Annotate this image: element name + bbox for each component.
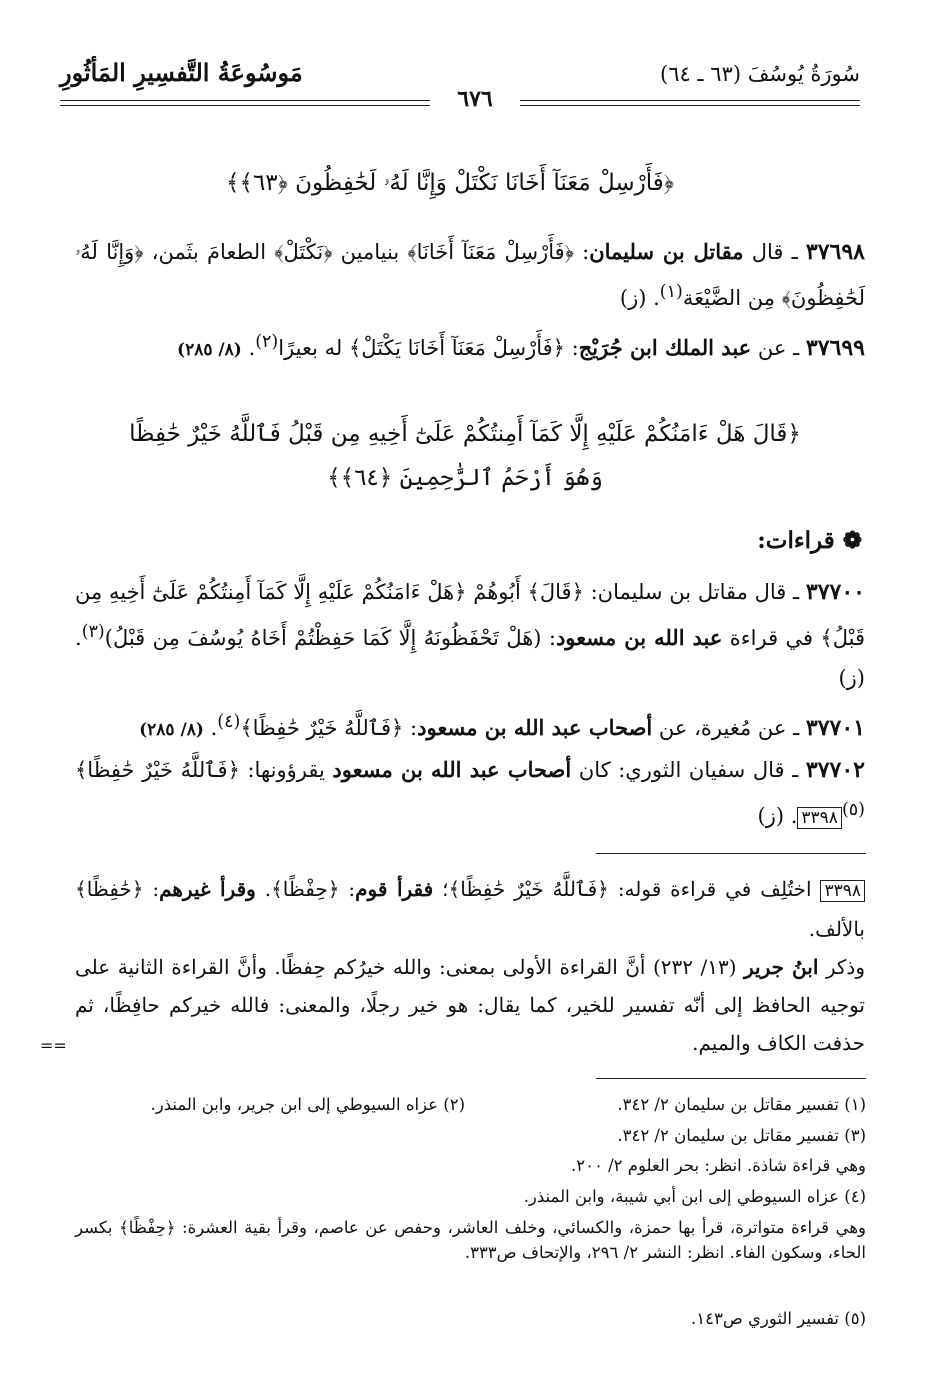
footnote-ref[interactable]: (٥): [841, 800, 865, 820]
narration-text: .: [241, 336, 256, 360]
book-title: مَوسُوعَةُ التَّفسِيرِ المَأثُورِ: [60, 58, 303, 87]
narration-text: : ﴿فَأَرْسِلْ مَعَنَآ أَخَانَا يَكْتَلْ﴾ له بعيرًا: [278, 336, 579, 360]
verse-63: ﴿فَأَرْسِلْ مَعَنَآ أَخَانَا نَكْتَلْ وَإِنَّا لَهُۥ لَحَٰفِظُونَ ﴿٦٣﴾﴾: [225, 170, 674, 196]
note-ref-box[interactable]: ٣٣٩٨: [797, 807, 842, 829]
footnote-ref[interactable]: (٤): [217, 712, 241, 732]
narration-text: ـ عن مُغيرة، عن: [652, 716, 806, 740]
volume-ref: (٨/ ٢٨٥): [139, 720, 204, 740]
note-number-box: ٣٣٩٨: [820, 880, 865, 902]
narration-text: يقرؤونها: ﴿فَٱللَّهُ خَيْرٌ حَٰفِظًا﴾: [75, 758, 333, 782]
narration-text: : ﴿فَٱللَّهُ خَيْرٌ حَٰفِظًا﴾: [240, 716, 418, 740]
note-separator: [596, 853, 866, 854]
narration-text: . (ز): [619, 286, 660, 310]
section-heading: ❁ قراءات:: [757, 527, 862, 554]
narration-number: ٣٧٧٠٢: [805, 757, 865, 783]
narrator-name: عبد الملك ابن جُرَيْج: [578, 335, 752, 360]
narration-text: ـ قال مقاتل بن سليمان: ﴿قَالَ﴾ أَبُوهُمْ ﴿هَلْ ءَامَنُكُمْ عَلَيْهِ إِلَّا كَمَآ أَمِنتُكُمْ عَلَىٰٓ أَخِيهِ مِن قَبْلُ﴾ في قراءة: [75, 580, 865, 650]
note-para-2: [75, 948, 865, 1062]
footnote-1: (١) تفسير مقاتل بن سليمان ٢/ ٣٤٢.: [617, 1095, 866, 1114]
narration-37700: [75, 572, 865, 698]
narration-37701: [75, 702, 865, 750]
note-text: اختُلِف في قراءة قوله: ﴿فَٱللَّهُ خَيْرٌ حَٰفِظًا﴾؛: [433, 877, 821, 901]
footnote-ref[interactable]: (٣): [81, 622, 105, 642]
footnote-5: (٥) تفسير الثوري ص١٤٣.: [690, 1309, 866, 1328]
narration-text: .: [203, 716, 218, 740]
narration-37698: [75, 232, 865, 318]
surah-title: سُورَةُ يُوسُفَ (٦٣ ـ ٦٤): [659, 62, 860, 86]
narration-number: ٣٧٦٩٩: [805, 335, 865, 361]
note-para-1: [75, 870, 865, 948]
verse-line: ﴿قَالَ هَلْ ءَامَنُكُمْ عَلَيْهِ إِلَّا كَمَآ أَمِنتُكُمْ عَلَىٰٓ أَخِيهِ مِن قَبْلُ فَٱللَّهُ خَيْرٌ حَٰفِظًا: [129, 421, 801, 447]
narration-text: ـ عن: [751, 336, 806, 360]
footnote-ref[interactable]: (٢): [255, 332, 279, 352]
note-bold: فقرأ قوم: [355, 877, 434, 901]
note-text: : ﴿حَٰفِظًا﴾ بالألف.: [75, 877, 865, 941]
narration-number: ٣٧٧٠٠: [805, 579, 865, 605]
commentary-note: [75, 870, 865, 1062]
footnote-4: (٤) عزاه السيوطي إلى ابن أبي شيبة، وابن المنذر.: [523, 1187, 866, 1206]
note-bold: ابنُ جرير: [743, 955, 819, 979]
footnote-separator: [596, 1078, 866, 1079]
narration-37699: [75, 322, 865, 370]
verse-line: وَهُوَ أَرْحَمُ ٱلرَّٰحِمِينَ ﴿٦٤﴾﴾: [327, 465, 603, 491]
narration-number: ٣٧٦٩٨: [805, 239, 865, 265]
narrator-name: أصحاب عبد الله بن مسعود: [332, 757, 572, 782]
footnote-ref[interactable]: (١): [659, 282, 683, 302]
note-text: وذكر: [818, 955, 865, 979]
narrator-name: عبد الله بن مسعود: [555, 625, 723, 650]
narration-text: . (ز): [757, 804, 798, 828]
volume-ref: (٨/ ٢٨٥): [177, 340, 242, 360]
narration-text: ـ قال سفيان الثوري: كان: [571, 758, 806, 782]
page-number: ٦٧٦: [430, 86, 520, 112]
narration-37702: [75, 750, 865, 838]
narration-text: : ﴿فَأَرْسِلْ مَعَنَآ أَخَانَا﴾ بنيامين ﴿نَكْتَلْ﴾ الطعامَ بثَمن، ﴿وَإِنَّا لَهُۥ لَحَٰفِظُونَ﴾ مِن الضَّيْعَة: [75, 240, 865, 310]
narration-number: ٣٧٧٠١: [805, 715, 865, 741]
note-text: (١٣/ ٢٣٢) أنَّ القراءة الأولى بمعنى: والله خيرُكم حِفظًا. وأنَّ القراءة الثانية على توجيه الحافظ إلى أنّه تفسير للخير، كما يقال: هو خير رجلًا، والمعنى: فالله خيركم حافِظًا، ثم حذفت الكاف والميم.: [75, 955, 865, 1055]
footnote-3-note: وهي قراءة شاذة. انظر: بحر العلوم ٢/ ٢٠٠.: [571, 1156, 866, 1175]
narrator-name: مقاتل بن سليمان: [589, 239, 744, 264]
page-header: [60, 58, 860, 138]
narrator-name: أصحاب عبد الله بن مسعود: [417, 715, 653, 740]
narration-text: : (هَلْ تَحْفَظُونَهُ إِلَّا كَمَا حَفِظْتُمْ أَخَاهُ يُوسُفَ مِن قَبْلُ): [104, 626, 556, 650]
footnote-3: (٣) تفسير مقاتل بن سليمان ٢/ ٣٤٢.: [617, 1126, 866, 1145]
narration-text: ـ قال: [743, 240, 806, 264]
narration-text: . (ز): [75, 626, 865, 690]
continuation-mark: ==: [40, 1036, 67, 1055]
verse-64: [90, 412, 840, 500]
note-bold: وقرأ غيرهم: [159, 877, 256, 901]
footnote-2: (٢) عزاه السيوطي إلى ابن جرير، وابن المنذر.: [150, 1095, 465, 1114]
footnote-4-note: وهي قراءة متواترة، قرأ بها حمزة، والكسائي، وخلف العاشر، وحفص عن عاصم، وقرأ بقية العشرة: ﴿حِفْظًا﴾ بكسر الحاء، وسكون الفاء. انظر: النشر ٢/ ٢٩٦، والإتحاف ص٣٣٣.: [75, 1218, 866, 1262]
note-text: : ﴿حِفْظًا﴾.: [255, 877, 356, 901]
